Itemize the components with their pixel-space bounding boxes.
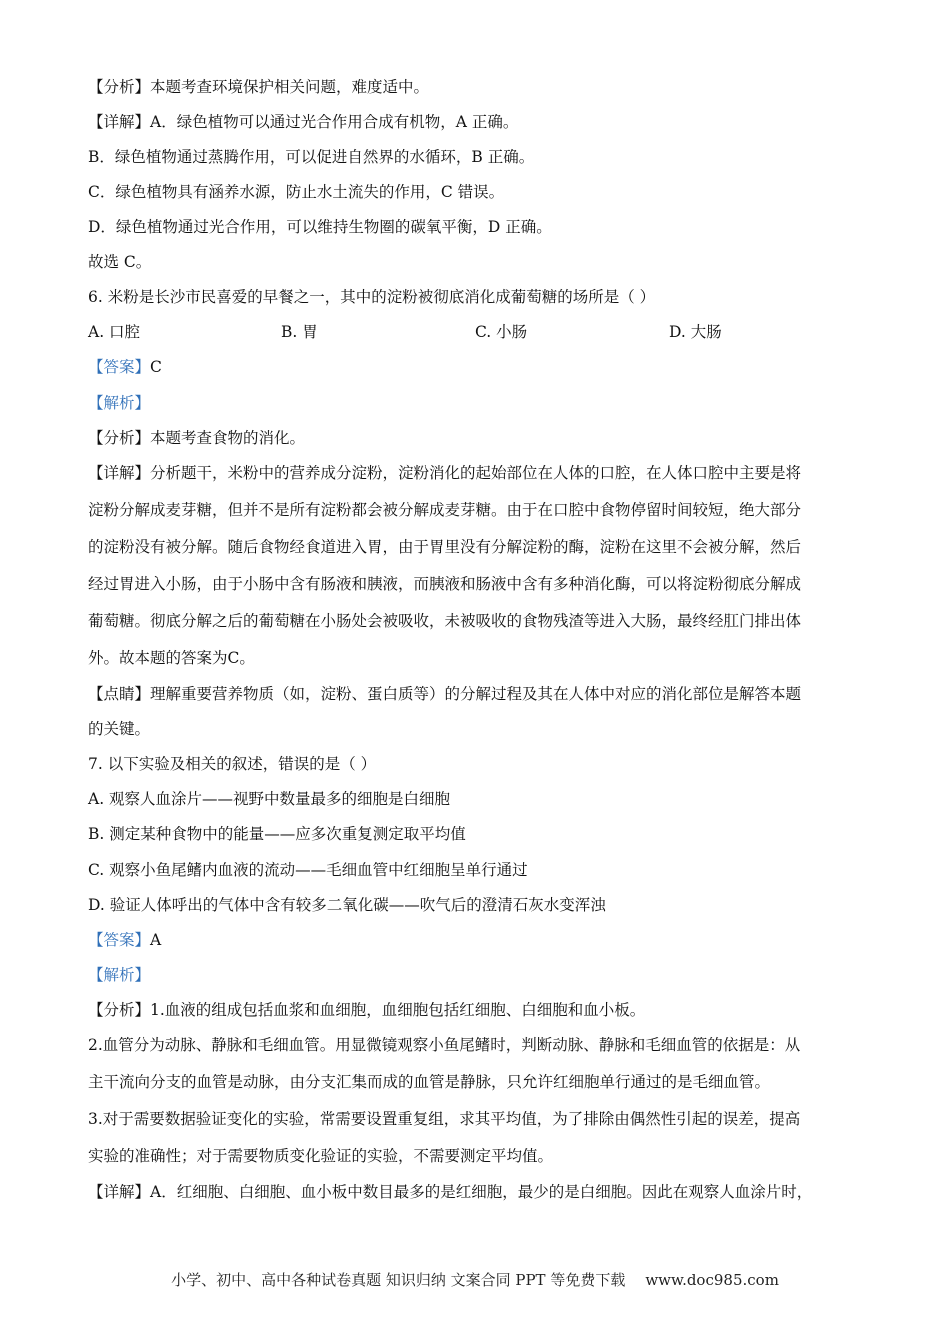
answer-value: A: [150, 931, 162, 949]
text-line: 故选 C。: [88, 253, 152, 271]
text-line: 葡萄糖。彻底分解之后的葡萄糖在小肠处会被吸收，未被吸收的食物残渣等进入大肠，最终经肛门排出体: [88, 612, 802, 630]
question-7: 7. 以下实验及相关的叙述，错误的是（ ）: [88, 755, 377, 773]
text-line: 【详解】A．红细胞、白细胞、血小板中数目最多的是红细胞，最少的是白细胞。因此在观察人血涂片时，: [88, 1183, 813, 1201]
q6-answer: [88, 357, 162, 377]
text-line: 主干流向分支的血管是动脉，由分支汇集而成的血管是静脉，只允许红细胞单行通过的是毛细血管。: [88, 1073, 771, 1091]
answer-label: 【答案】: [88, 358, 151, 376]
page-footer: [0, 1270, 950, 1290]
text-line: C．绿色植物具有涵养水源，防止水土流失的作用，C 错误。: [88, 183, 505, 201]
text-line: 2.血管分为动脉、静脉和毛细血管。用显微镜观察小鱼尾鳍时，判断动脉、静脉和毛细血管的依据是：从: [88, 1036, 801, 1054]
q7-option-c: C. 观察小鱼尾鳍内血液的流动——毛细血管中红细胞呈单行通过: [88, 861, 528, 879]
answer-value: C: [150, 358, 162, 376]
text-line: B．绿色植物通过蒸腾作用，可以促进自然界的水循环，B 正确。: [88, 148, 535, 166]
text-line: 【分析】本题考查食物的消化。: [88, 429, 306, 447]
q7-option-a: A. 观察人血涂片——视野中数量最多的细胞是白细胞: [88, 790, 451, 808]
footer-link[interactable]: www.doc985.com: [645, 1271, 779, 1289]
footer-text: 小学、初中、高中各种试卷真题 知识归纳 文案合同 PPT 等免费下载: [171, 1271, 626, 1289]
text-line: 外。故本题的答案为C。: [88, 649, 255, 667]
q7-jiexi-label: 【解析】: [88, 966, 151, 984]
text-line: 【点睛】理解重要营养物质（如，淀粉、蛋白质等）的分解过程及其在人体中对应的消化部位是解答本题: [88, 685, 802, 703]
q6-jiexi-label: 【解析】: [88, 394, 151, 412]
question-6: 6. 米粉是长沙市民喜爱的早餐之一，其中的淀粉被彻底消化成葡萄糖的场所是（ ）: [88, 288, 656, 306]
q7-option-b: B. 测定某种食物中的能量——应多次重复测定取平均值: [88, 825, 466, 843]
answer-label: 【答案】: [88, 931, 151, 949]
text-line: 的淀粉没有被分解。随后食物经食道进入胃，由于胃里没有分解淀粉的酶，淀粉在这里不会被分解，然后: [88, 538, 802, 556]
q6-option-b: B. 胃: [281, 323, 318, 341]
q6-option-c: C. 小肠: [475, 323, 528, 341]
text-line: 实验的准确性；对于需要物质变化验证的实验，不需要测定平均值。: [88, 1147, 554, 1165]
text-line: 【详解】A．绿色植物可以通过光合作用合成有机物，A 正确。: [88, 113, 519, 131]
q6-option-d: D. 大肠: [669, 323, 722, 341]
q7-option-d: D. 验证人体呼出的气体中含有较多二氧化碳——吹气后的澄清石灰水变浑浊: [88, 896, 606, 914]
text-line: 3.对于需要数据验证变化的实验，常需要设置重复组，求其平均值，为了排除由偶然性引起的误差，提高: [88, 1110, 801, 1128]
text-line: 的关键。: [88, 720, 151, 738]
text-line: D．绿色植物通过光合作用，可以维持生物圈的碳氧平衡，D 正确。: [88, 218, 552, 236]
text-line: 淀粉分解成麦芽糖，但并不是所有淀粉都会被分解成麦芽糖。由于在口腔中食物停留时间较短，绝大部分: [88, 501, 802, 519]
q7-answer: [88, 930, 161, 950]
q6-option-a: A. 口腔: [88, 323, 141, 341]
text-line: 经过胃进入小肠，由于小肠中含有肠液和胰液，而胰液和肠液中含有多种消化酶，可以将淀粉彻底分解成: [88, 575, 802, 593]
text-line: 【分析】本题考查环境保护相关问题，难度适中。: [88, 78, 430, 96]
text-line: 【分析】1.血液的组成包括血浆和血细胞，血细胞包括红细胞、白细胞和血小板。: [88, 1001, 646, 1019]
text-line: 【详解】分析题干，米粉中的营养成分淀粉，淀粉消化的起始部位在人体的口腔，在人体口腔中主要是将: [88, 464, 802, 482]
